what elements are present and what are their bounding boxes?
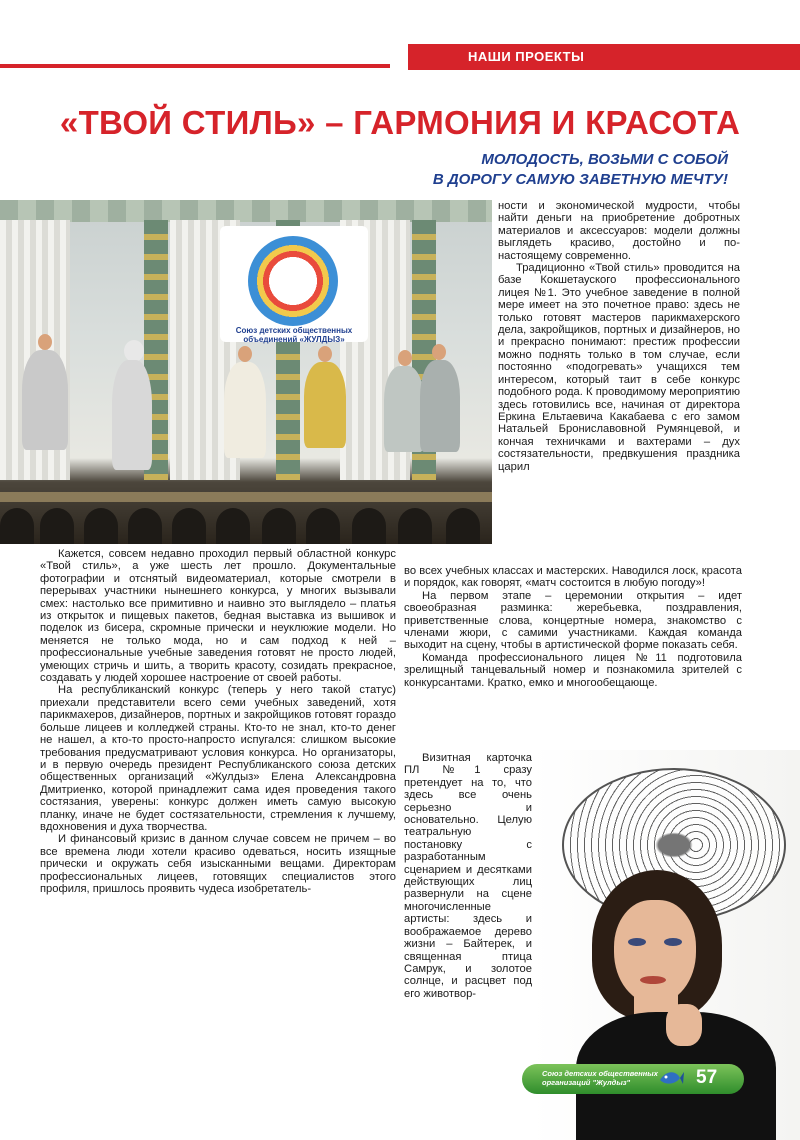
banner-text: Союз детских общественных объединений «ЖУЛДЫЗ»	[235, 326, 353, 344]
model-figure	[384, 366, 424, 452]
audience-head	[128, 508, 162, 544]
lips	[640, 976, 666, 984]
eye	[664, 938, 682, 946]
audience-head	[84, 508, 118, 544]
paragraph: Традиционно «Твой стиль» проводится на базе Кокшетауского профессионального лицея №1. Это учебное заведение в полной мере имеет на это почетное право: здесь не только готовят мастеров парикмахерского дела, закройщиков, портных и дизайнеров, но и прекрасно понимают: престиж профессии можно поднять только в том случае, если постоянно «подогревать» учащихся тем интересом, который таит в себе конкурс подобного рода. К проводимому мероприятию здесь готовились все, начиная от директора Еркина Ельтаевича Какабаева с его замом Натальей Брониславовной Румянцевой, и кончая техничками и вахтерами – дух состязательности, предвкушения праздника царил	[498, 262, 740, 473]
audience-head	[216, 508, 250, 544]
article-column-right-top	[498, 200, 740, 473]
paragraph: Кажется, совсем недавно проходил первый областной конкурс «Твой стиль», а уже шесть лет прошло. Документальные фотографии и отснятый видеоматериал, которые смотрели в перерывах участники нынешнего конкурса, у многих вызывали смех: настолько все примитивно и наивно это выглядело – платья из открыток и пищевых пакетов, бедная выставка из вышивок и поделок из бисера, скромные прически и неуклюжие модели. Но меняется не только мода, но и сам подход к ней – профессиональные учебные заведения готовят не просто людей, умеющих стричь и шить, а творить красоту, созидать прекрасное, создавать у людей хорошее настроение от своей работы.	[40, 548, 396, 685]
article-column-left	[40, 548, 396, 895]
face	[614, 900, 696, 1004]
audience-head	[40, 508, 74, 544]
model-head	[238, 346, 252, 362]
model-head	[318, 346, 332, 362]
footer-badge	[522, 1064, 744, 1094]
paragraph: Визитная карточка ПЛ №1 сразу претендует на то, что здесь все очень серьезно и основательно. Целую театральную постановку с разработанным сценарием и десятками действующих лиц развернули на сцене многочисленные артисты: здесь и воображаемое дерево жизни – Байтерек, и священная птица Самрук, и золотое солнце, и расцвет под его животвор-	[404, 752, 532, 1000]
audience-head	[398, 508, 432, 544]
paragraph: На республиканский конкурс (теперь у него такой статус) приехали представители всего семи учебных заведений, хотя парикмахеров, дизайнеров, портных и закройщиков готовят гораздо больше лицеев и колледжей страны. Кто-то не знал, кто-то денег не нашел, а кто-то просто-напросто испугался: слишком высокие требования предусматривают условия конкурса. Но организаторы, и в первую очередь президент Республиканского союза детских общественных организаций «Жулдыз» Елена Александровна Дмитриенко, которой принадлежит сама идея проведения такого состязания, уверены: конкурс должен иметь самую высокую планку, иначе не будет состязательности, стремления к лучшему, вдохновения и духа творчества.	[40, 684, 396, 833]
section-label: НАШИ ПРОЕКТЫ	[408, 44, 800, 70]
paragraph: И финансовый кризис в данном случае совсем не причем – во все времена люди хотели красиво одеваться, носить изящные прически и окружать себя изысканными вещами. Директорам профессиональных лицеев, готовящих специалистов этого профиля, пришлось проявить чудеса изобретатель-	[40, 833, 396, 895]
eye	[628, 938, 646, 946]
model-figure	[112, 360, 152, 470]
article-column-right-mid	[404, 565, 742, 689]
paragraph: На первом этапе – церемонии открытия – идет своеобразная разминка: жеребьевка, поздравления, приветственные слова, концертные номера, знакомство с членами жюри, с самими участниками. Каждая команда выходит на сцену, чтобы в артистической форме показать себя.	[404, 589, 742, 652]
paragraph: Команда профессионального лицея №11 подготовила зрелищный танцевальный номер и познакомила зрителей с конкурсантами. Кратко, емко и многообещающе.	[404, 651, 742, 689]
footer-org-line-1: Союз детских общественных	[542, 1069, 658, 1078]
footer-org-line-2: организаций "Жулдыз"	[542, 1078, 631, 1087]
model-figure	[420, 360, 460, 452]
footer-org-name	[542, 1069, 662, 1087]
subtitle-line-2: В ДОРОГУ САМУЮ ЗАВЕТНУЮ МЕЧТУ!	[432, 171, 728, 188]
model-head	[398, 350, 412, 366]
hand	[666, 1004, 702, 1046]
page-number: 57	[696, 1067, 718, 1088]
fish-logo-icon	[658, 1066, 684, 1090]
model-head	[38, 334, 52, 350]
model-head	[124, 340, 144, 362]
model-head	[432, 344, 446, 360]
emblem-logo	[248, 236, 338, 326]
paragraph: ности и экономической мудрости, чтобы найти деньги на приобретение добротных материалов и аксессуаров: модели должны выглядеть красиво, достойно и по-настоящему современно.	[498, 200, 740, 262]
model-figure	[304, 362, 346, 448]
curtain-valance	[0, 200, 492, 222]
audience-head	[352, 508, 386, 544]
article-column-right-narrow	[404, 752, 532, 1000]
article-title: «ТВОЙ СТИЛЬ» – ГАРМОНИЯ И КРАСОТА	[59, 104, 741, 141]
article-subtitle	[433, 150, 728, 190]
stage-floor	[0, 492, 492, 502]
stage-photo	[0, 200, 492, 544]
audience-head	[446, 508, 480, 544]
model-figure	[224, 362, 266, 458]
audience-head	[172, 508, 206, 544]
header-rule	[0, 64, 390, 68]
audience-head	[306, 508, 340, 544]
paragraph: во всех учебных классах и мастерских. Наводился лоск, красота и порядок, как говорят, «матч состоится в любую погоду»!	[404, 565, 742, 590]
subtitle-line-1: МОЛОДОСТЬ, ВОЗЬМИ С СОБОЙ	[481, 151, 728, 168]
audience-head	[262, 508, 296, 544]
audience-head	[0, 508, 34, 544]
model-figure	[22, 350, 68, 450]
